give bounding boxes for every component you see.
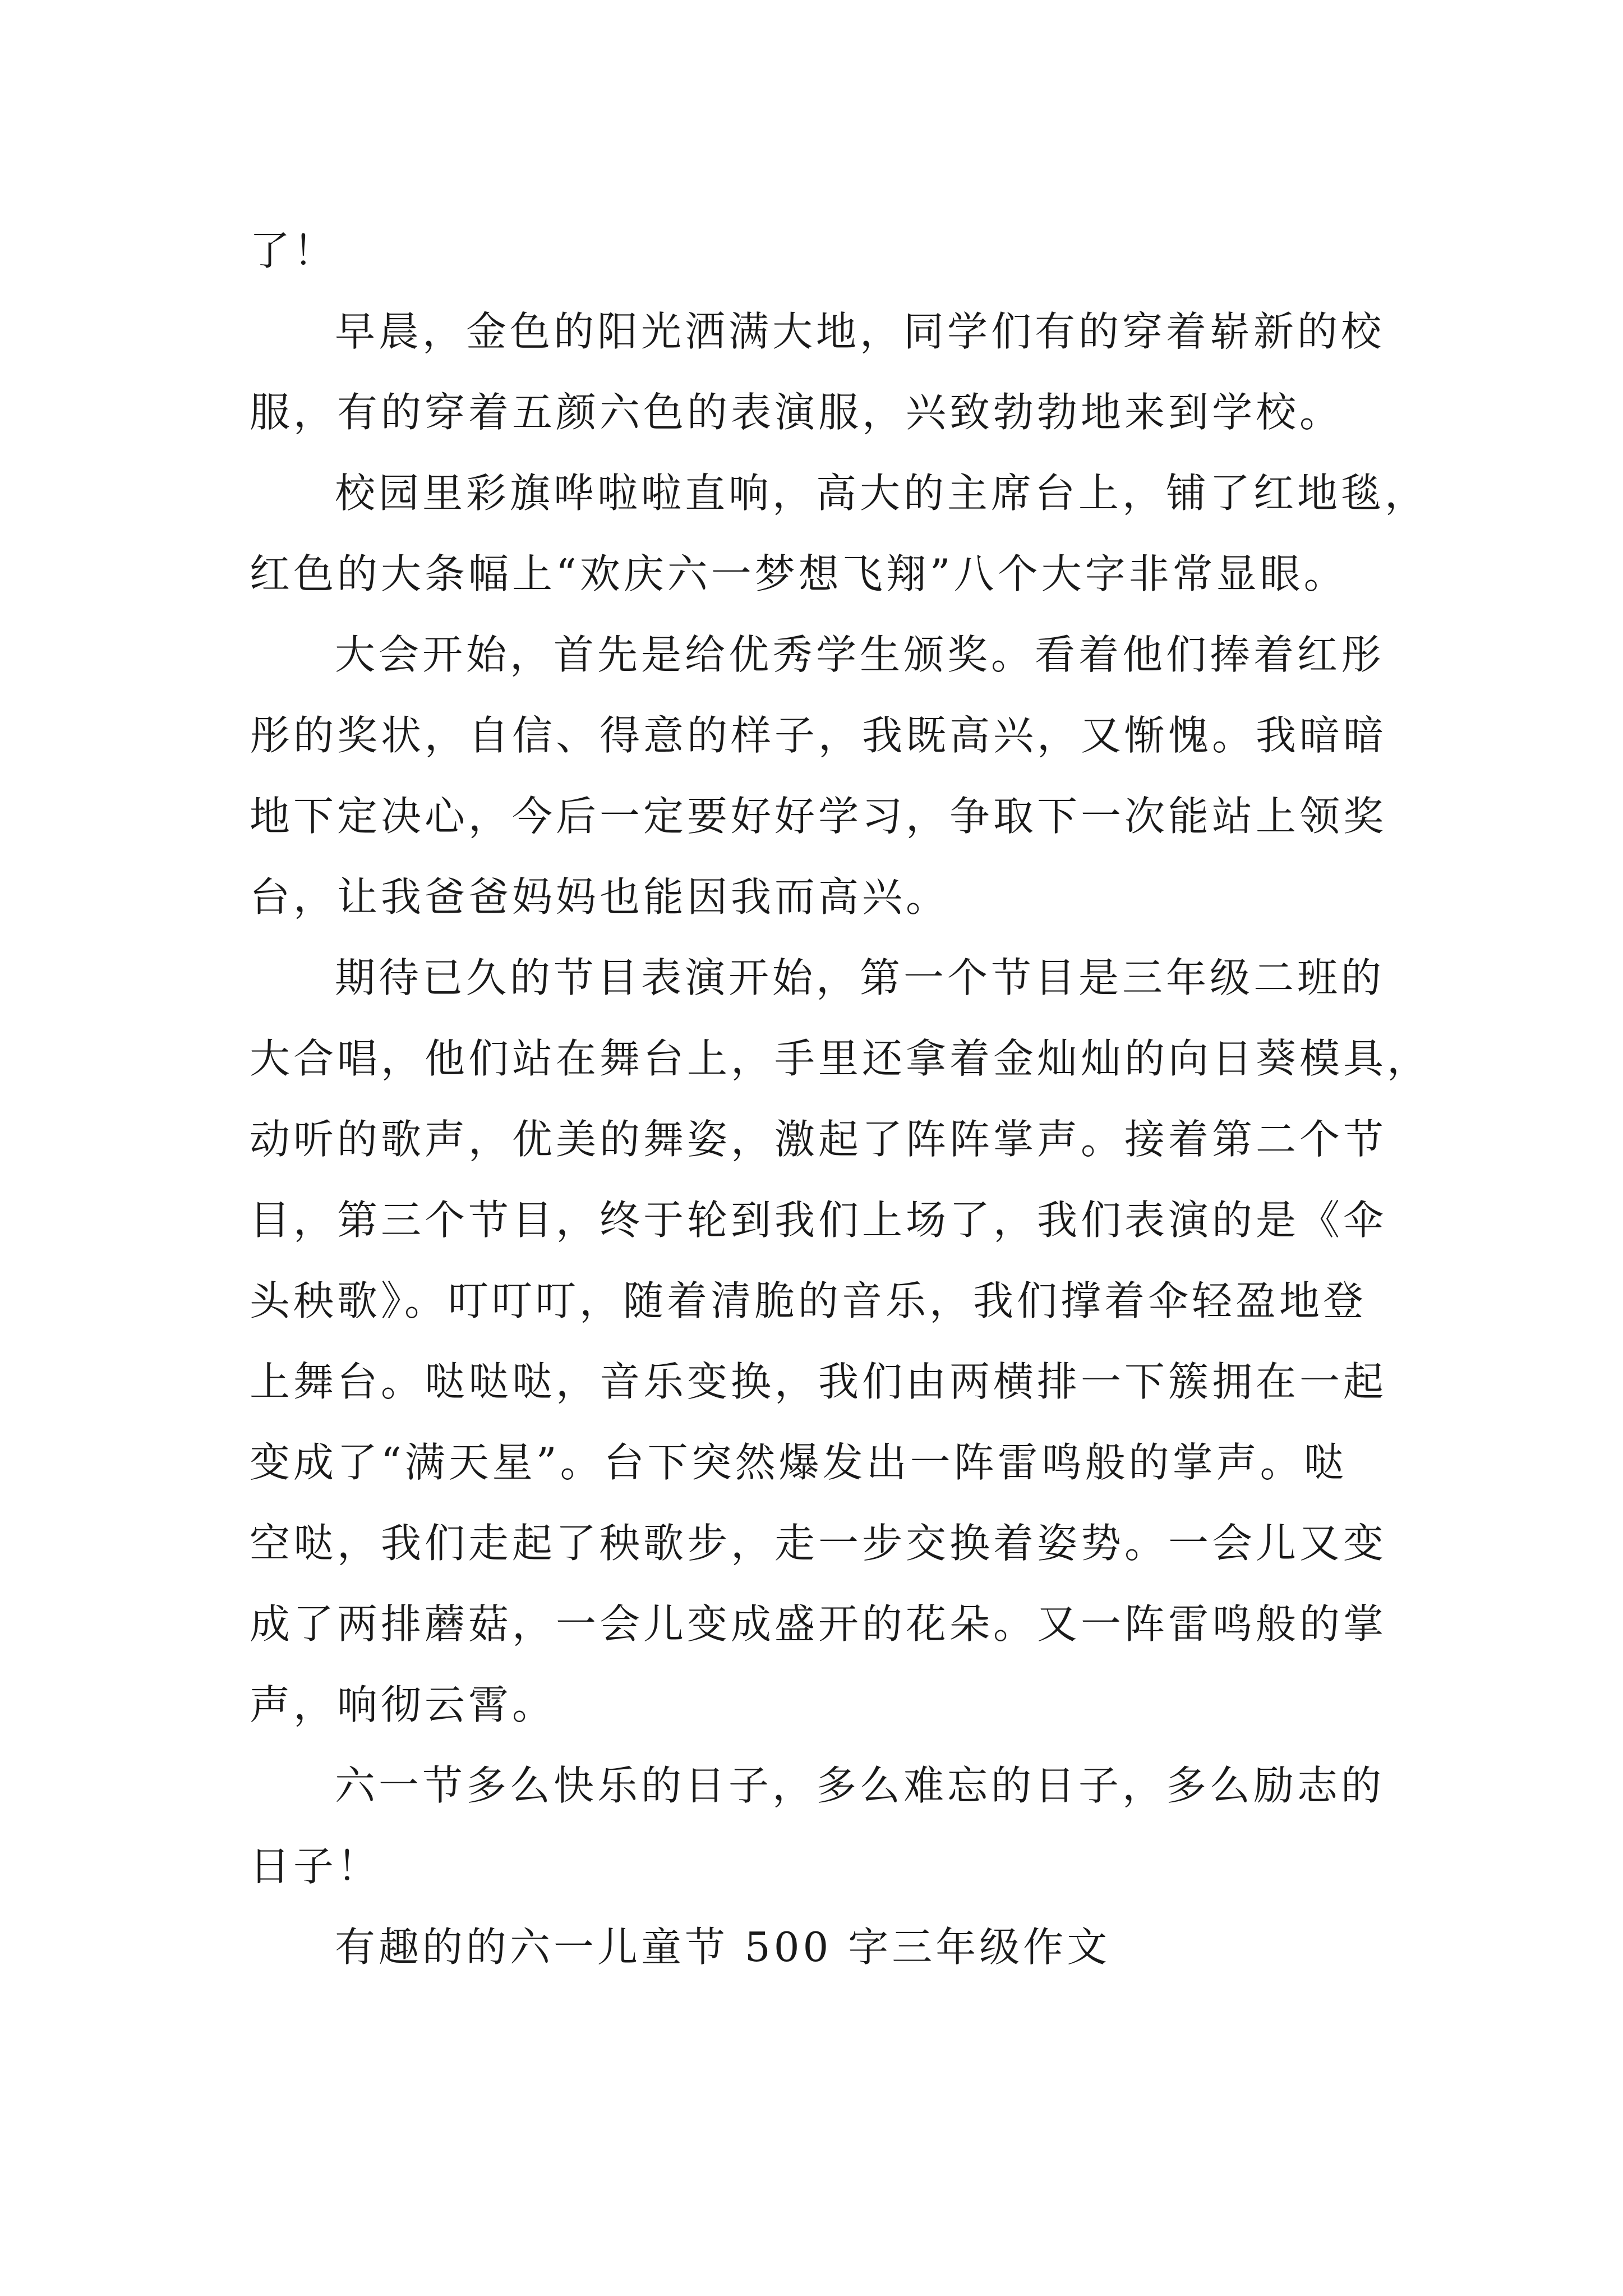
text-line: 动听的歌声，优美的舞姿，激起了阵阵掌声。接着第二个节 xyxy=(250,1116,1387,1163)
text-line: 台，让我爸爸妈妈也能因我而高兴。 xyxy=(250,873,950,921)
text-line: 头秧歌》。叮叮叮，随着清脆的音乐，我们撑着伞轻盈地登 xyxy=(250,1277,1367,1324)
text-line: 期待已久的节目表演开始，第一个节目是三年级二班的 xyxy=(335,954,1385,1001)
text-line: 校园里彩旗哗啦啦直响，高大的主席台上，铺了红地毯， xyxy=(335,470,1429,517)
text-line: 空哒，我们走起了秧歌步，走一步交换着姿势。一会儿又变 xyxy=(250,1520,1387,1567)
text-line: 成了两排蘑菇，一会儿变成盛开的花朵。又一阵雷鸣般的掌 xyxy=(250,1600,1387,1648)
essay-title-line: 有趣的的六一儿童节 500 字三年级作文 xyxy=(335,1924,1111,1971)
text-line: 目，第三个节目，终于轮到我们上场了，我们表演的是《伞 xyxy=(250,1197,1387,1244)
essay-text xyxy=(250,210,1431,1987)
text-line: 地下定决心，今后一定要好好学习，争取下一次能站上领奖 xyxy=(250,793,1387,840)
text-line: 早晨，金色的阳光洒满大地，同学们有的穿着崭新的校 xyxy=(335,308,1385,355)
text-line: 大合唱，他们站在舞台上，手里还拿着金灿灿的向日葵模具， xyxy=(250,1035,1431,1082)
text-line: 大会开始，首先是给优秀学生颁奖。看着他们捧着红彤 xyxy=(335,631,1385,678)
text-line: 上舞台。哒哒哒，音乐变换，我们由两横排一下簇拥在一起 xyxy=(250,1358,1387,1405)
text-line: 服，有的穿着五颜六色的表演服，兴致勃勃地来到学校。 xyxy=(250,389,1344,436)
text-line: 了！ xyxy=(250,227,338,274)
text-line: 六一节多么快乐的日子，多么难忘的日子，多么励志的 xyxy=(335,1762,1385,1809)
text-line: 红色的大条幅上“欢庆六一梦想飞翔”八个大字非常显眼。 xyxy=(250,550,1348,597)
text-line: 日子！ xyxy=(250,1843,381,1890)
text-line: 彤的奖状，自信、得意的样子，我既高兴，又惭愧。我暗暗 xyxy=(250,712,1387,759)
text-line: 声，响彻云霄。 xyxy=(250,1681,556,1728)
text-line: 变成了“满天星”。台下突然爆发出一阵雷鸣般的掌声。哒 xyxy=(250,1439,1348,1486)
